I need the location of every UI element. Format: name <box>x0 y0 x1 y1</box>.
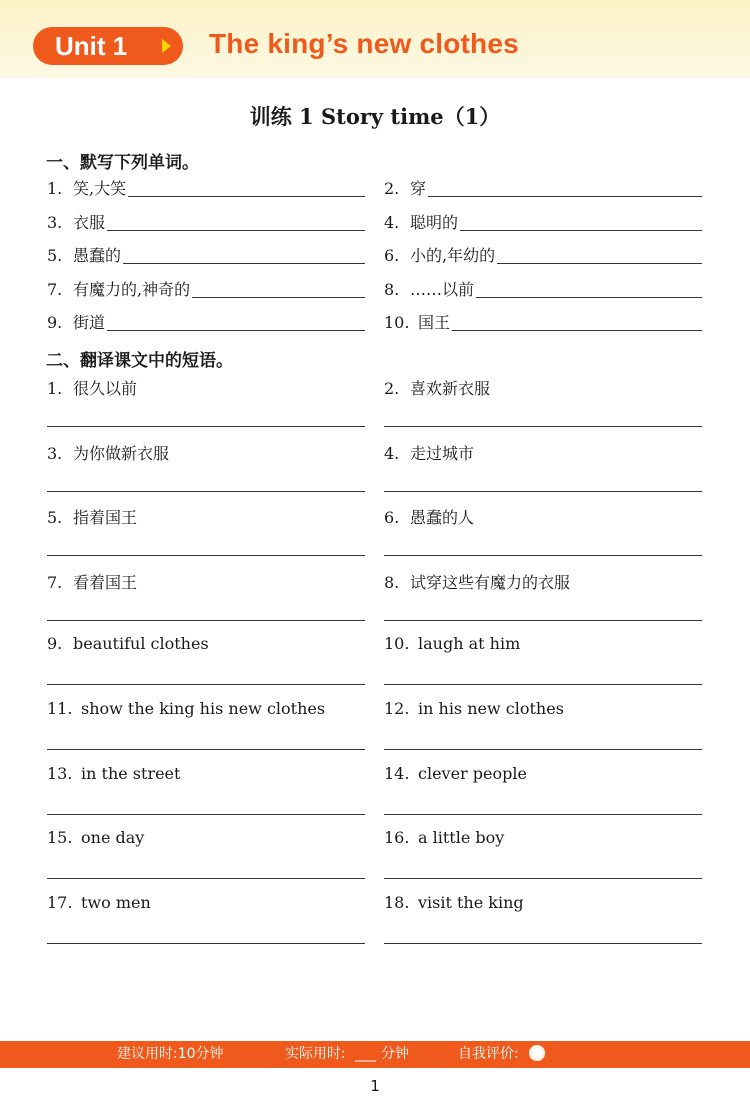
answer-line[interactable] <box>47 878 365 879</box>
item-number: 16. <box>384 828 410 848</box>
phrase-prompt: 很久以前 <box>73 379 138 398</box>
phrase-prompt: two men <box>81 892 151 912</box>
word-prompt: 小的,年幼的 <box>410 246 496 265</box>
phrase-prompt: 为你做新衣服 <box>73 443 170 463</box>
phrase-item <box>47 893 151 912</box>
answer-blank[interactable] <box>476 297 702 298</box>
answer-blank[interactable] <box>497 263 702 264</box>
answer-line[interactable] <box>47 620 365 621</box>
item-number: 8. <box>384 572 400 592</box>
answer-line[interactable] <box>384 426 702 427</box>
answer-line[interactable] <box>384 814 702 815</box>
phrase-prompt: clever people <box>418 763 527 783</box>
phrase-item <box>384 634 520 653</box>
item-number: 10. <box>384 313 410 332</box>
word-item <box>384 310 702 334</box>
word-item <box>384 243 702 267</box>
word-item <box>47 277 365 301</box>
page-number: 1 <box>370 1077 380 1095</box>
phrase-prompt: 喜欢新衣服 <box>410 379 491 398</box>
item-number: 1. <box>47 379 63 398</box>
answer-line[interactable] <box>47 943 365 944</box>
arrow-right-icon <box>162 39 171 53</box>
item-number: 7. <box>47 572 63 592</box>
word-prompt: ……以前 <box>410 279 475 299</box>
lesson-title: 训练 1 Story time（1） <box>249 104 501 129</box>
answer-line[interactable] <box>47 491 365 492</box>
phrase-item <box>384 376 490 399</box>
phrase-item <box>384 764 527 783</box>
answer-line[interactable] <box>47 426 365 427</box>
answer-line[interactable] <box>384 878 702 879</box>
answer-line[interactable] <box>384 620 702 621</box>
phrase-item <box>384 441 474 464</box>
item-number: 2. <box>384 179 400 198</box>
item-number: 15. <box>47 828 73 848</box>
word-prompt: 有魔力的,神奇的 <box>73 279 191 299</box>
word-item <box>47 310 365 334</box>
word-prompt: 穿 <box>410 179 427 198</box>
item-number: 7. <box>47 279 63 299</box>
phrase-item <box>47 764 180 783</box>
phrase-item <box>47 570 137 593</box>
phrase-item <box>47 699 325 718</box>
section2-heading: 二、翻译课文中的短语。 <box>46 351 233 371</box>
word-prompt: 衣服 <box>73 212 106 232</box>
phrase-prompt: visit the king <box>418 892 524 912</box>
item-number: 11. <box>47 699 73 718</box>
answer-blank[interactable] <box>128 196 365 197</box>
item-number: 12. <box>384 699 410 718</box>
answer-line[interactable] <box>384 684 702 685</box>
phrase-prompt: 看着国王 <box>73 572 138 592</box>
item-number: 17. <box>47 892 73 912</box>
phrase-item <box>384 570 570 593</box>
word-item <box>384 176 702 200</box>
word-prompt: 聪明的 <box>410 212 459 232</box>
item-number: 5. <box>47 508 63 528</box>
answer-blank[interactable] <box>460 230 702 231</box>
item-number: 9. <box>47 313 63 332</box>
answer-line[interactable] <box>47 555 365 556</box>
item-number: 4. <box>384 212 400 232</box>
phrase-prompt: 试穿这些有魔力的衣服 <box>410 572 571 592</box>
actual-time-unit: 分钟 <box>381 1046 409 1062</box>
section1-heading: 一、默写下列单词。 <box>46 153 199 173</box>
phrase-item <box>384 893 524 912</box>
word-item <box>47 176 365 200</box>
answer-blank[interactable] <box>192 297 365 298</box>
phrase-item <box>47 828 144 847</box>
phrase-prompt: a little boy <box>418 828 505 848</box>
phrase-prompt: 指着国王 <box>73 508 138 528</box>
phrase-item <box>384 828 504 847</box>
phrase-item <box>384 699 564 718</box>
footer-bar <box>0 1041 750 1068</box>
phrase-prompt: in his new clothes <box>418 699 564 718</box>
item-number: 3. <box>47 443 63 463</box>
actual-time-label: 实际用时: <box>285 1046 346 1062</box>
phrase-prompt: show the king his new clothes <box>81 699 326 718</box>
word-item <box>384 210 702 234</box>
answer-blank[interactable] <box>452 330 702 331</box>
answer-blank[interactable] <box>123 263 365 264</box>
item-number: 6. <box>384 246 400 265</box>
word-prompt: 笑,大笑 <box>73 179 127 198</box>
item-number: 6. <box>384 508 400 528</box>
answer-blank[interactable] <box>107 330 365 331</box>
phrase-prompt: in the street <box>81 763 181 783</box>
phrase-prompt: 走过城市 <box>410 443 475 463</box>
unit-title: The king’s new clothes <box>209 28 519 59</box>
phrase-item <box>47 376 137 399</box>
item-number: 2. <box>384 379 400 398</box>
item-number: 8. <box>384 279 400 299</box>
answer-line[interactable] <box>47 814 365 815</box>
phrase-prompt: laugh at him <box>418 634 521 654</box>
answer-line[interactable] <box>47 749 365 750</box>
phrase-prompt: 愚蠢的人 <box>410 508 475 528</box>
word-prompt: 街道 <box>73 313 106 332</box>
flower-icon[interactable] <box>529 1045 545 1061</box>
word-prompt: 愚蠢的 <box>73 246 122 265</box>
self-eval-label: 自我评价: <box>458 1046 519 1062</box>
answer-line[interactable] <box>384 491 702 492</box>
suggested-time: 建议用时:10分钟 <box>117 1046 224 1062</box>
phrase-prompt: one day <box>81 828 145 848</box>
unit-badge <box>33 27 183 65</box>
word-item <box>47 243 365 267</box>
phrase-prompt: beautiful clothes <box>73 634 209 654</box>
item-number: 13. <box>47 763 73 783</box>
answer-line[interactable] <box>384 555 702 556</box>
phrase-item <box>47 505 137 528</box>
item-number: 9. <box>47 634 63 654</box>
item-number: 4. <box>384 443 400 463</box>
phrase-item <box>384 505 474 528</box>
phrase-item <box>47 441 169 464</box>
unit-label: Unit 1 <box>55 31 128 61</box>
item-number: 18. <box>384 892 410 912</box>
word-prompt: 国王 <box>418 313 451 332</box>
item-number: 10. <box>384 634 410 654</box>
item-number: 3. <box>47 212 63 232</box>
item-number: 1. <box>47 179 63 198</box>
phrase-item <box>47 634 209 653</box>
answer-line[interactable] <box>384 749 702 750</box>
word-item <box>384 277 702 301</box>
answer-line[interactable] <box>384 943 702 944</box>
answer-line[interactable] <box>47 684 365 685</box>
answer-blank[interactable] <box>107 230 365 231</box>
word-item <box>47 210 365 234</box>
answer-blank[interactable] <box>428 196 702 197</box>
actual-time-blank[interactable]: ___ <box>355 1046 376 1062</box>
item-number: 5. <box>47 246 63 265</box>
item-number: 14. <box>384 763 410 783</box>
